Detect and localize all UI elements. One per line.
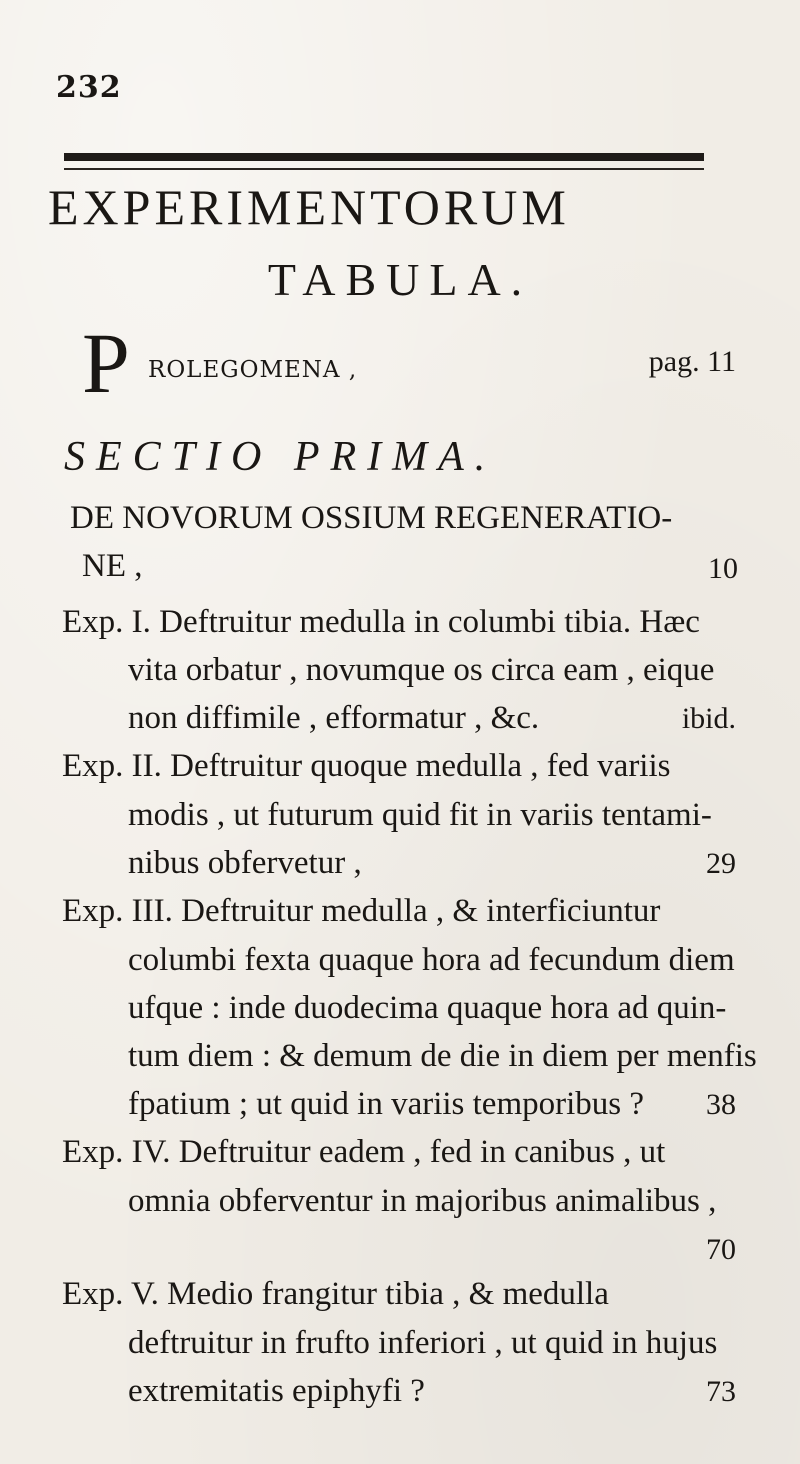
exp-3-line-2: columbi fexta quaque hora ad fecundum diem — [128, 942, 735, 978]
exp-2-line-2: modis , ut futurum quid fit in variis tentami- — [128, 797, 712, 833]
exp-5-line-3: extremitatis epiphyfi ? — [128, 1373, 425, 1409]
chapter-page-ref: 10 — [708, 552, 738, 585]
exp-3-page-ref: 38 — [706, 1088, 736, 1121]
exp-5-line-2: deftruitur in frufto inferiori , ut quid in hujus — [128, 1325, 718, 1361]
exp-4-line-2: omnia obferventur in majoribus animalibus , — [128, 1183, 717, 1219]
chapter-title-line-1: DE NOVORUM OSSIUM REGENERATIO- — [70, 500, 673, 536]
chapter-title-line-2: NE , — [82, 548, 143, 584]
exp-4-line-1: Exp. IV. Deftruitur eadem , fed in canibus , ut — [62, 1134, 666, 1170]
section-heading: SECTIO PRIMA. — [64, 434, 497, 480]
page-subtitle: TABULA. — [267, 254, 533, 305]
header-rule-thin — [64, 168, 704, 170]
exp-3-line-3: ufque : inde duodecima quaque hora ad quin- — [128, 990, 727, 1026]
exp-2-page-ref: 29 — [706, 847, 736, 880]
page-number: 232 — [56, 70, 122, 105]
exp-3-line-5: fpatium ; ut quid in variis temporibus ? — [128, 1086, 645, 1122]
exp-4-page-ref: 70 — [706, 1233, 736, 1266]
drop-cap-letter: P — [82, 315, 130, 411]
prolegomena-page-ref: pag. 11 — [648, 345, 736, 378]
exp-5-page-ref: 73 — [706, 1375, 736, 1408]
exp-1-line-3: non diffimile , efformatur , &c. — [128, 700, 540, 736]
exp-3-line-1: Exp. III. Deftruitur medulla , & interficiuntur — [62, 893, 661, 929]
header-rule-thick — [64, 153, 704, 161]
exp-5-line-1: Exp. V. Medio frangitur tibia , & medulla — [62, 1276, 609, 1312]
exp-1-page-ref: ibid. — [681, 702, 736, 735]
prolegomena-entry: ROLEGOMENA , — [148, 357, 358, 383]
exp-1-line-1: Exp. I. Deftruitur medulla in columbi tibia. Hæc — [62, 604, 700, 640]
exp-2-line-3: nibus obfervetur , — [128, 845, 362, 881]
exp-2-line-1: Exp. II. Deftruitur quoque medulla , fed variis — [62, 748, 671, 784]
page-title: EXPERIMENTORUM — [48, 179, 570, 235]
exp-1-line-2: vita orbatur , novumque os circa eam , eique — [128, 652, 715, 688]
exp-3-line-4: tum diem : & demum de die in diem per menfis — [128, 1038, 757, 1074]
